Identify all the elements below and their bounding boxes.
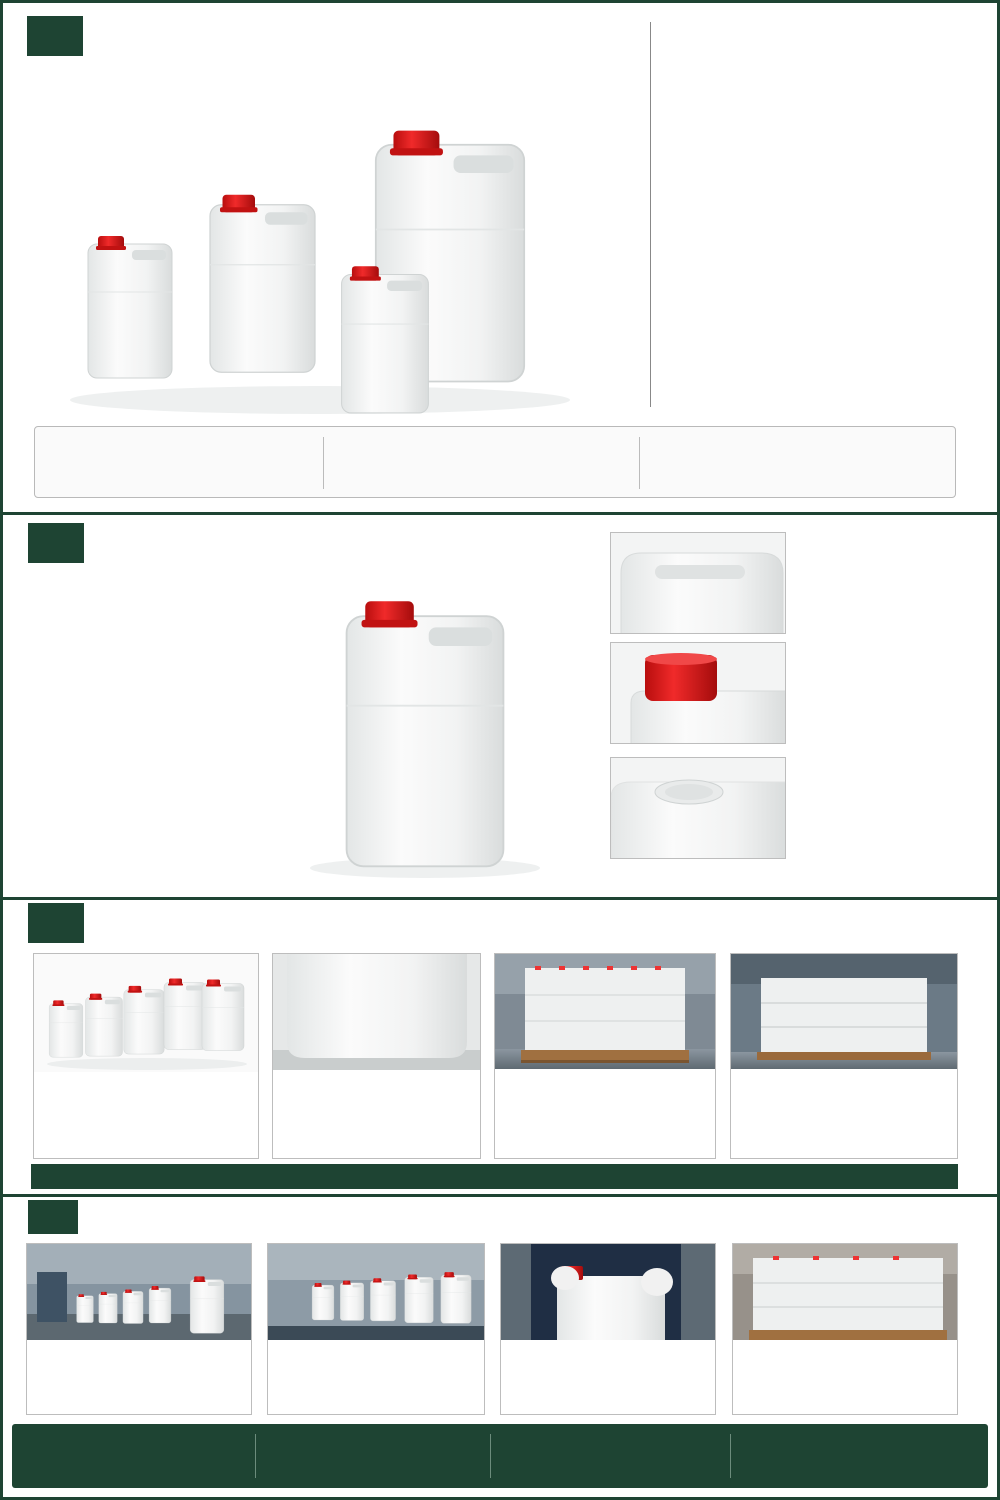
hero-jerry-can-image (300, 580, 550, 880)
step-card-assembly (267, 1243, 485, 1415)
detail-thumb-cap (610, 642, 786, 744)
section-divider-3 (0, 1194, 1000, 1197)
value-card-oem (730, 953, 958, 1159)
value-card-corrosion (272, 953, 481, 1159)
step-card-inspection (500, 1243, 716, 1415)
section-divider-2 (0, 897, 1000, 900)
detail-thumb-handle (610, 532, 786, 634)
feature-divider (650, 22, 651, 407)
step-card-forming (26, 1243, 252, 1415)
section-number-04 (28, 1200, 78, 1234)
product-lineup-image (60, 110, 580, 420)
badge-bar (34, 426, 956, 498)
section-number-02 (28, 523, 84, 563)
section-number-01 (27, 16, 83, 56)
footer-bar (12, 1424, 988, 1488)
application-disclaimer-banner (31, 1164, 958, 1189)
step-card-packaging (732, 1243, 958, 1415)
section-divider-1 (0, 512, 1000, 515)
value-card-reusable (494, 953, 716, 1159)
section-number-03 (28, 903, 84, 943)
detail-thumb-opening (610, 757, 786, 859)
value-card-weight (33, 953, 259, 1159)
